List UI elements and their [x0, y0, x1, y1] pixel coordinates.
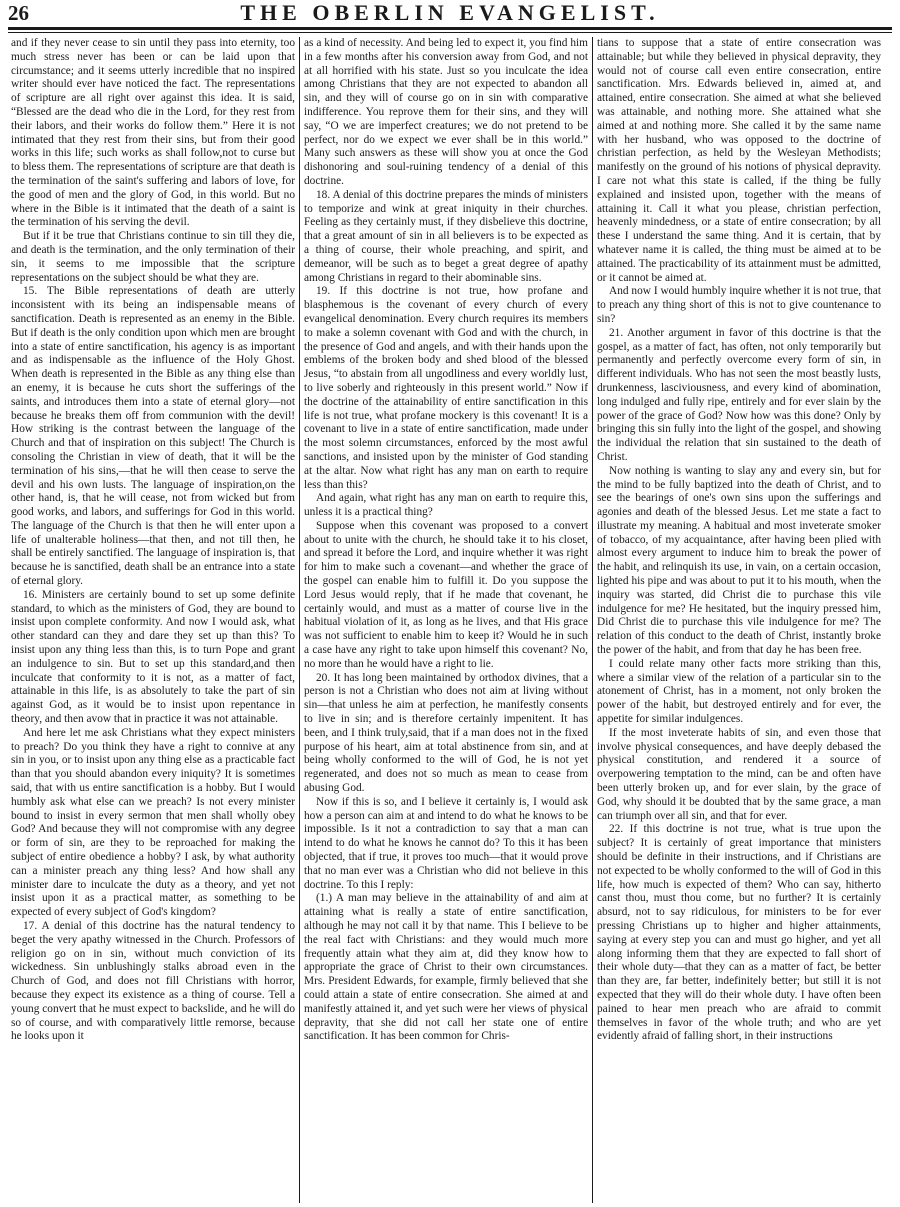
paragraph: If the most inveterate habits of sin, and even those that involve physical consequences, and have deeply debased the physical constitution, and rendered it a source of overpowering temptation to the mind, can be and often have been utterly broken up, and for ever slain, by the grace of God, why should it be doubted that by the same grace, a man can triumph over all sin, and that for ever.: [597, 726, 881, 822]
paragraph: tians to suppose that a state of entire consecration was attainable; but while they believed in physical depravity, they would not of course call even entire consecration, entire sanctification. Mrs. Edwards believed in, aimed at, and attained, entire consecration. She aimed at what she believed was attainable, and nothing more. She attained what she aimed at and nothing more. She called it by the same name with her husband, who was opposed to the doctrine of christian perfection, as held by the Wesleyan Methodists; manifestly on the ground of his notions of physical depravity. I care not what this state is called, if the thing be fully explained and insisted upon, together with the means of attaining it. Call it what you please, christian perfection, heavenly mindedness, or a state of entire consecration; by all these I understand the same thing. And it is certain, that by whatever name it is called, the thing must be aimed at to be attained. The practicability of its attainment must be admitted, or it cannot be aimed at.: [597, 37, 881, 284]
paragraph: 17. A denial of this doctrine has the natural tendency to beget the very apathy witnessed in the Church. Professors of religion go on in sin, without much conviction of its wickedness. Sin unblushingly stalks abroad even in the Church of God, and does not fill Christians with horror, because they expect its existence as a thing of course. Tell a young convert that he must expect to backslide, and he will do so of course, and with comparatively little remorse, because he looks upon it: [11, 920, 295, 1043]
text-columns: [8, 37, 892, 1203]
paragraph: 15. The Bible representations of death are utterly inconsistent with its being an indispensable means of sanctification. Death is represented as an enemy in the Bible. But if death is the only condition upon which men are brought into a state of entire sanctification, his agency is as important and as indispensable as the influence of the Holy Ghost. When death is represented in the Bible as any thing else than an enemy, it is because he cuts short the sufferings of the saints, and introduces them into a state of eternal glory—not because he breaks them off from communion with the devil! How striking is the contrast between the language of the Church and that of inspiration on this subject! The Church is consoling the Christian in view of death, that it will be the termination of his sins,—that he will then cease to serve the devil and his own lusts. The language of inspiration,on the other hand, is, that he will cease, not from wicked but from good works, and labors, and sufferings for God in this world. The language of the Church is that then he will enter upon a life of unalterable holiness—that then, and not till then, he shall be entirely sanctified. The language of inspiration is, that because he is sanctified, death shall be an entrance into a state of eternal glory.: [11, 285, 295, 588]
paragraph: as a kind of necessity. And being led to expect it, you find him in a few months after his conversion away from God, and not at all horrified with his state. Just so you inculcate the idea among Christians that they are not expected to abandon all sin, and they will of course go on in sin with comparative indifference. You reprove them for their sins, and they will say, “O we are imperfect creatures; we do not pretend to be perfect, nor do we expect we ever shall be in this world.” Many such answers as these will show you at once the God dishonoring and soul-ruining tendency of a denial of this doctrine.: [304, 37, 588, 187]
paragraph: 19. If this doctrine is not true, how profane and blasphemous is the covenant of every church of every evangelical denomination. Every church requires its members to make a solemn covenant with God and with the church, in the presence of God and angels, and with their hands upon the emblems of the broken body and shed blood of the blessed Jesus, “to abstain from all ungodliness and every worldly lust, to live soberly and righteously in this present world.” Now if the doctrine of the attainability of entire sanctification in this life is not true, what profane mockery is this covenant! It is a covenant to live in a state of entire sanctification, made under the most solemn circumstances, enforced by the most awful sanctions, and insisted upon by the minister of God standing at the altar. Now what right has any man on earth to require less than this?: [304, 285, 588, 491]
column-2: [301, 37, 591, 1203]
paragraph: And now I would humbly inquire whether it is not true, that to preach any thing short of this is not to give countenance to sin?: [597, 285, 881, 325]
paragraph: Now nothing is wanting to slay any and every sin, but for the mind to be fully baptized into the death of Christ, and to see the bearings of one's own sins upon the sufferings and agonies and death of the blessed Jesus. Let me state a fact to illustrate my meaning. A habitual and most inveterate smoker of tobacco, of my acquaintance, after having been plied with almost every argument to induce him to break the power of the habit, and relinquish its use, in vain, on a certain occasion, lighted his pipe and was about to put it to his mouth, when the inquiry was started, did Christ die to purchase this vile indulgence for me? He hesitated, but the inquiry pressed him, Did Christ die to purchase this vile indulgence for me? The relation of this conduct to the death of Christ, instantly broke the power of the habit, and from that day he has been free.: [597, 464, 881, 657]
paragraph: Now if this is so, and I believe it certainly is, I would ask how a person can aim at and intend to do what he knows to be impossible. Is it not a contradiction to say that a man can intend to do what he knows he cannot do? To this it has been objected, that if true, it proves too much—that it would prove that no man ever was a Christian who did not believe in this doctrine. To this I reply:: [304, 795, 588, 891]
column-1: [8, 37, 298, 1203]
paragraph: 16. Ministers are certainly bound to set up some definite standard, to which as the ministers of God, they are bound to insist upon complete conformity. And now I would ask, what other standard can they and dare they set up than this? To insist upon any thing less than this, is to turn Pope and grant an indulgence to sin. But to set up this standard,and then inculcate that conformity to it is not, as a matter of fact, attainable in this life, is as absolutely to take the part of sin against God, as it would be to insist upon repentance in theory, and then avow that in practice it was not attainable.: [11, 588, 295, 726]
masthead: [8, 0, 892, 26]
paragraph: But if it be true that Christians continue to sin till they die, and death is the termination, and the only termination of their sin, it seems to me impossible that the scripture representations on the subject should be what they are.: [11, 230, 295, 284]
column-divider: [592, 37, 593, 1203]
paragraph: 21. Another argument in favor of this doctrine is that the gospel, as a matter of fact, has often, not only temporarily but permanently and perfectly overcome every form of sin, in different individuals. Who has not seen the most beastly lusts, drunkenness, lasciviousness, and every kind of abomination, long indulged and fully ripe, entirely and for ever slain by the power of the grace of God? Now how was this done? Only by bringing this sin fully into the light of the gospel, and showing the individual the relation that sin sustained to the death of Christ.: [597, 326, 881, 463]
paragraph: And here let me ask Christians what they expect ministers to preach? Do you think they have a right to connive at any sin in you, or to insist upon any thing else as a practicable fact than that you should abandon every iniquity? It is sometimes said, that with us entire sanctification is a hobby. But I would humbly ask what else can we preach? Is not every minister bound to insist in every sermon that men shall wholly obey God? And because they will not compromise with any degree or form of sin, are they to be reproached for making the subject of entire obedience a hobby? I ask, by what authority can a minister preach any thing less? And how shall any minister dare to inculcate the duty as a theory, and yet not insist upon it as a practical matter, as something to be expected of every subject of God's kingdom?: [11, 726, 295, 919]
header-rule-thick: [8, 27, 892, 30]
paragraph: And again, what right has any man on earth to require this, unless it is a practical thing?: [304, 492, 588, 519]
paragraph: 20. It has long been maintained by orthodox divines, that a person is not a Christian who does not aim at living without sin—that unless he aim at perfection, he manifestly consents to live in sin; and is therefore certainly impenitent. It has been, and I think truly,said, that if a man does not in the fixed purpose of his heart, aim at total abstinence from sin, and at being wholly conformed to the will of God, he is not yet regenerated, and does not so much as mean to cease from abusing God.: [304, 671, 588, 795]
header-rule-thin: [8, 32, 892, 33]
page-number: 26: [8, 0, 29, 25]
paragraph: 18. A denial of this doctrine prepares the minds of ministers to temporize and wink at great iniquity in their churches. Feeling as they certainly must, if they disbelieve this doctrine, that a great amount of sin in all believers is to be expected as a thing of course, their whole preaching, and spirit, and demeanor, will be such as to beget a great degree of apathy among Christians in regard to their abominable sins.: [304, 188, 588, 284]
paragraph: and if they never cease to sin until they pass into eternity, too much stress never has been or can be laid upon that circumstance; and it seems utterly incredible that no inspired writer should ever have noticed the fact. The representations of scripture are all right over against this idea. It is said, “Blessed are the dead who die in the Lord, for they rest from their labors, and their works do follow them.” Here it is not intimated that they rest from their sins, but from their good works in this life; such works as shall follow,not to curse but to bless them. The representations of scripture are that death is the termination of the saint's suffering and labors of love, for the good of men and the glory of God, in this world. But no where in the Bible is it intimated that the death of a saint is the termination of his serving the devil.: [11, 37, 295, 229]
paragraph: Suppose when this covenant was proposed to a convert about to unite with the church, he should take it to his closet, and spread it before the Lord, and inquire whether it was right for him to make such a covenant—and whether the grace of the gospel can enable him to fulfill it. Do you suppose the Lord Jesus would reply, that if he made that covenant, he certainly would, and must as a matter of course live in the habitual violation of it, as long as he lives, and that His grace was not sufficient to enable him to keep it? Would he in such a case have any right to take upon himself this covenant? No, no more than he would have a right to lie.: [304, 519, 588, 670]
paragraph: 22. If this doctrine is not true, what is true upon the subject? It is certainly of great importance that ministers should be definite in their instructions, and if Christians are not expected to be wholly conformed to the will of God in this life, how much is expected of them? Who can say, hitherto canst thou, must thou come, but no further? It is certainly absurd, not to say ridiculous, for ministers to be for ever pressing Christians up to higher and higher attainments, saying at every step you can and must go higher, and yet all along informing them that they are expected to fall short of their whole duty—that they can as a matter of fact, be better than they are, far better, indefinitely better; but still it is not expected that they will do their whole duty. I have often been pained to hear men preach who are afraid to commit themselves in favor of the whole truth; and who are yet evidently afraid of falling short, in their instructions: [597, 823, 881, 1043]
publication-title: THE OBERLIN EVANGELIST.: [240, 0, 660, 25]
column-divider: [299, 37, 300, 1203]
paragraph: I could relate many other facts more striking than this, where a similar view of the relation of a particular sin to the atonement of Christ, has in a moment, not only broken the power of the habit, but destroyed entirely and for ever, the appetite for similar indulgences.: [597, 657, 881, 726]
column-3: [594, 37, 884, 1203]
paragraph: (1.) A man may believe in the attainability of and aim at attaining what is really a state of entire sanctification, although he may not call it by that name. This I believe to be the real fact with Christians: and they would much more frequently attain what they aim at, did they know how to appropriate the grace of Christ to their own circumstances. Mrs. President Edwards, for example, firmly believed that she could attain a state of entire consecration. She aimed at and manifestly attained it, and yet such were her views of physical depravity, that she did not call her state one of entire sanctification. It has been common for Chris-: [304, 892, 588, 1043]
